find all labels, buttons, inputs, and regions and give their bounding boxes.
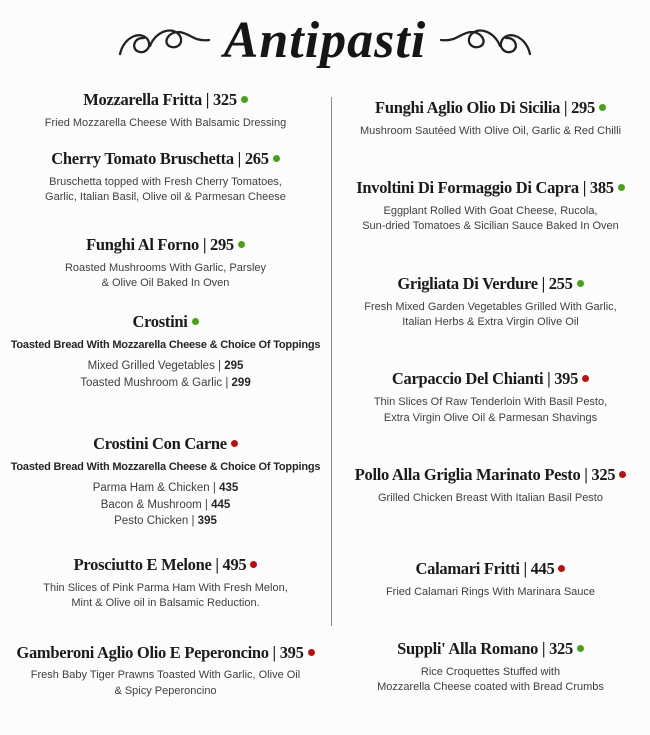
item-name: Grigliata Di Verdure (397, 273, 538, 293)
item-description-line: Mint & Olive oil in Balsamic Reduction. (71, 597, 260, 610)
item-description-line: Thin Slices Of Raw Tenderloin With Basil Pesto, (373, 396, 608, 409)
item-description-line: Italian Herbs & Extra Virgin Olive Oil (402, 315, 579, 328)
option-label: Mixed Grilled Vegetables | (87, 359, 225, 372)
item-price-sep: | (560, 98, 572, 117)
item-price: 295 (210, 234, 234, 254)
item-description (335, 491, 646, 506)
item-description-line: Mozzarella Cheese coated with Bread Crumbs (377, 681, 604, 694)
item-heading (335, 274, 646, 294)
menu-item (335, 274, 646, 331)
item-heading (335, 465, 646, 485)
item-price-sep: | (201, 90, 213, 109)
item-description-line: Bruschetta topped with Fresh Cherry Tomatoes, (49, 175, 282, 188)
item-price: 295 (571, 98, 595, 117)
item-description-line: & Spicy Peperoncino (114, 684, 217, 697)
menu-item (2, 643, 329, 700)
menu-item (335, 559, 646, 600)
item-description (2, 581, 329, 612)
item-price-sep: | (211, 554, 223, 574)
item-description (2, 175, 329, 206)
item-price: 395 (279, 642, 304, 662)
item-price: 395 (554, 369, 579, 389)
item-heading (335, 369, 646, 389)
item-option (2, 513, 329, 530)
menu-item (335, 369, 646, 426)
item-description-line: Mushroom Sautéed With Olive Oil, Garlic & Red Chilli (359, 124, 622, 137)
menu-item (2, 235, 329, 292)
item-price-sep: | (233, 149, 245, 169)
item-price: 385 (589, 178, 614, 198)
menu-item (2, 312, 329, 391)
veg-dot (577, 645, 584, 652)
item-description-line: Grilled Chicken Breast With Italian Basil Pesto (378, 491, 603, 504)
page-title: Antipasti (223, 12, 427, 69)
item-name: Carpaccio Del Chianti (391, 369, 544, 389)
menu-item (335, 465, 646, 506)
non-veg-dot (619, 471, 626, 478)
item-price: 445 (530, 559, 555, 579)
veg-dot (273, 155, 280, 162)
option-price: 295 (224, 359, 244, 372)
item-heading (335, 98, 646, 118)
item-description (335, 395, 646, 426)
item-description-line: & Olive Oil Baked In Oven (101, 276, 230, 289)
item-description (335, 204, 646, 235)
veg-dot (577, 280, 584, 287)
item-price-sep: | (580, 464, 592, 484)
item-name: Prosciutto E Melone (73, 554, 212, 574)
item-heading (335, 559, 646, 579)
menu-item (335, 639, 646, 696)
item-price: 255 (548, 273, 573, 293)
item-description (335, 665, 646, 696)
item-description (2, 261, 329, 292)
item-description-line: Extra Virgin Olive Oil & Parmesan Shavings (383, 411, 598, 424)
item-note: Toasted Bread With Mozzarella Cheese & Choice Of Toppings (10, 461, 321, 474)
item-name: Funghi Aglio Olio Di Sicilia (375, 98, 561, 117)
menu-header (0, 0, 650, 88)
item-heading (2, 235, 329, 255)
item-name: Funghi Al Forno (86, 234, 200, 254)
item-description-line: Garlic, Italian Basil, Olive oil & Parmesan Cheese (45, 191, 286, 204)
menu-item (2, 149, 329, 206)
item-heading (2, 149, 329, 169)
option-label: Pesto Chicken | (114, 515, 198, 528)
item-name: Suppli' Alla Romano (397, 639, 539, 659)
item-price: 325 (212, 90, 237, 109)
option-label: Parma Ham & Chicken | (92, 481, 220, 494)
item-heading (2, 434, 329, 454)
veg-dot (238, 241, 245, 248)
item-name: Cherry Tomato Bruschetta (51, 149, 234, 169)
item-option (2, 497, 329, 514)
veg-dot (599, 104, 606, 111)
item-options (2, 480, 329, 530)
menu-item (2, 434, 329, 530)
item-price: 495 (222, 554, 247, 574)
option-label: Toasted Mushroom & Garlic | (80, 376, 232, 389)
item-description-line: Roasted Mushrooms With Garlic, Parsley (64, 261, 267, 274)
option-price: 445 (211, 498, 231, 511)
item-heading (2, 312, 329, 332)
column-divider (331, 97, 332, 626)
item-price: 265 (244, 149, 269, 169)
item-price-sep: | (538, 639, 550, 659)
option-price: 435 (219, 481, 239, 494)
menu-item (335, 98, 646, 139)
item-price-sep: | (543, 369, 555, 389)
item-description-line: Fried Calamari Rings With Marinara Sauce (385, 585, 596, 598)
item-description (335, 585, 646, 600)
item-heading (335, 639, 646, 659)
item-description (335, 124, 646, 139)
menu-item (335, 178, 646, 235)
item-price-sep: | (199, 234, 210, 254)
item-name: Calamari Fritti (415, 559, 520, 579)
item-description-line: Fried Mozzarella Cheese With Balsamic Dressing (44, 116, 287, 129)
flourish-left-icon (116, 22, 212, 66)
item-options (2, 358, 329, 391)
item-description-line: Eggplant Rolled With Goat Cheese, Rucola, (383, 204, 598, 217)
item-option (2, 480, 329, 497)
item-description-line: Sun-dried Tomatoes & Sicilian Sauce Baked In Oven (362, 220, 619, 233)
option-price: 395 (197, 515, 217, 528)
item-description (2, 668, 329, 699)
non-veg-dot (250, 561, 257, 568)
menu-item (2, 555, 329, 612)
item-heading (2, 90, 329, 110)
item-name: Mozzarella Fritta (83, 90, 202, 109)
item-price: 325 (549, 639, 573, 659)
item-heading (2, 555, 329, 575)
item-description-line: Rice Croquettes Stuffed with (420, 666, 561, 679)
item-heading (2, 643, 329, 663)
menu-column-right (331, 88, 650, 735)
item-price-sep: | (268, 642, 280, 662)
option-label: Bacon & Mushroom | (100, 498, 212, 511)
item-name: Crostini (132, 312, 188, 332)
item-price-sep: | (519, 559, 531, 579)
item-price-sep: | (537, 273, 549, 293)
non-veg-dot (582, 375, 589, 382)
item-note: Toasted Bread With Mozzarella Cheese & Choice Of Toppings (10, 339, 321, 352)
menu-item (2, 90, 329, 131)
item-price-sep: | (578, 178, 590, 198)
non-veg-dot (308, 649, 315, 656)
item-description-line: Thin Slices of Pink Parma Ham With Fresh Melon, (43, 581, 288, 594)
item-name: Pollo Alla Griglia Marinato Pesto (354, 464, 581, 484)
veg-dot (241, 96, 248, 103)
veg-dot (192, 318, 199, 325)
item-option (2, 358, 329, 375)
non-veg-dot (231, 440, 238, 447)
non-veg-dot (558, 565, 565, 572)
item-price: 325 (591, 464, 616, 484)
item-name: Crostini Con Carne (93, 434, 227, 454)
item-description-line: Fresh Mixed Garden Vegetables Grilled With Garlic, (364, 300, 617, 313)
item-option (2, 375, 329, 392)
item-name: Gamberoni Aglio Olio E Peperoncino (16, 642, 269, 662)
menu-column-left (0, 88, 331, 717)
flourish-right-icon (438, 22, 534, 66)
item-heading (335, 178, 646, 198)
item-description (335, 300, 646, 331)
item-description-line: Fresh Baby Tiger Prawns Toasted With Garlic, Olive Oil (30, 669, 301, 682)
item-name: Involtini Di Formaggio Di Capra (356, 178, 579, 198)
menu-columns (0, 88, 650, 735)
option-price: 299 (231, 376, 251, 389)
item-description (2, 116, 329, 131)
veg-dot (618, 184, 625, 191)
